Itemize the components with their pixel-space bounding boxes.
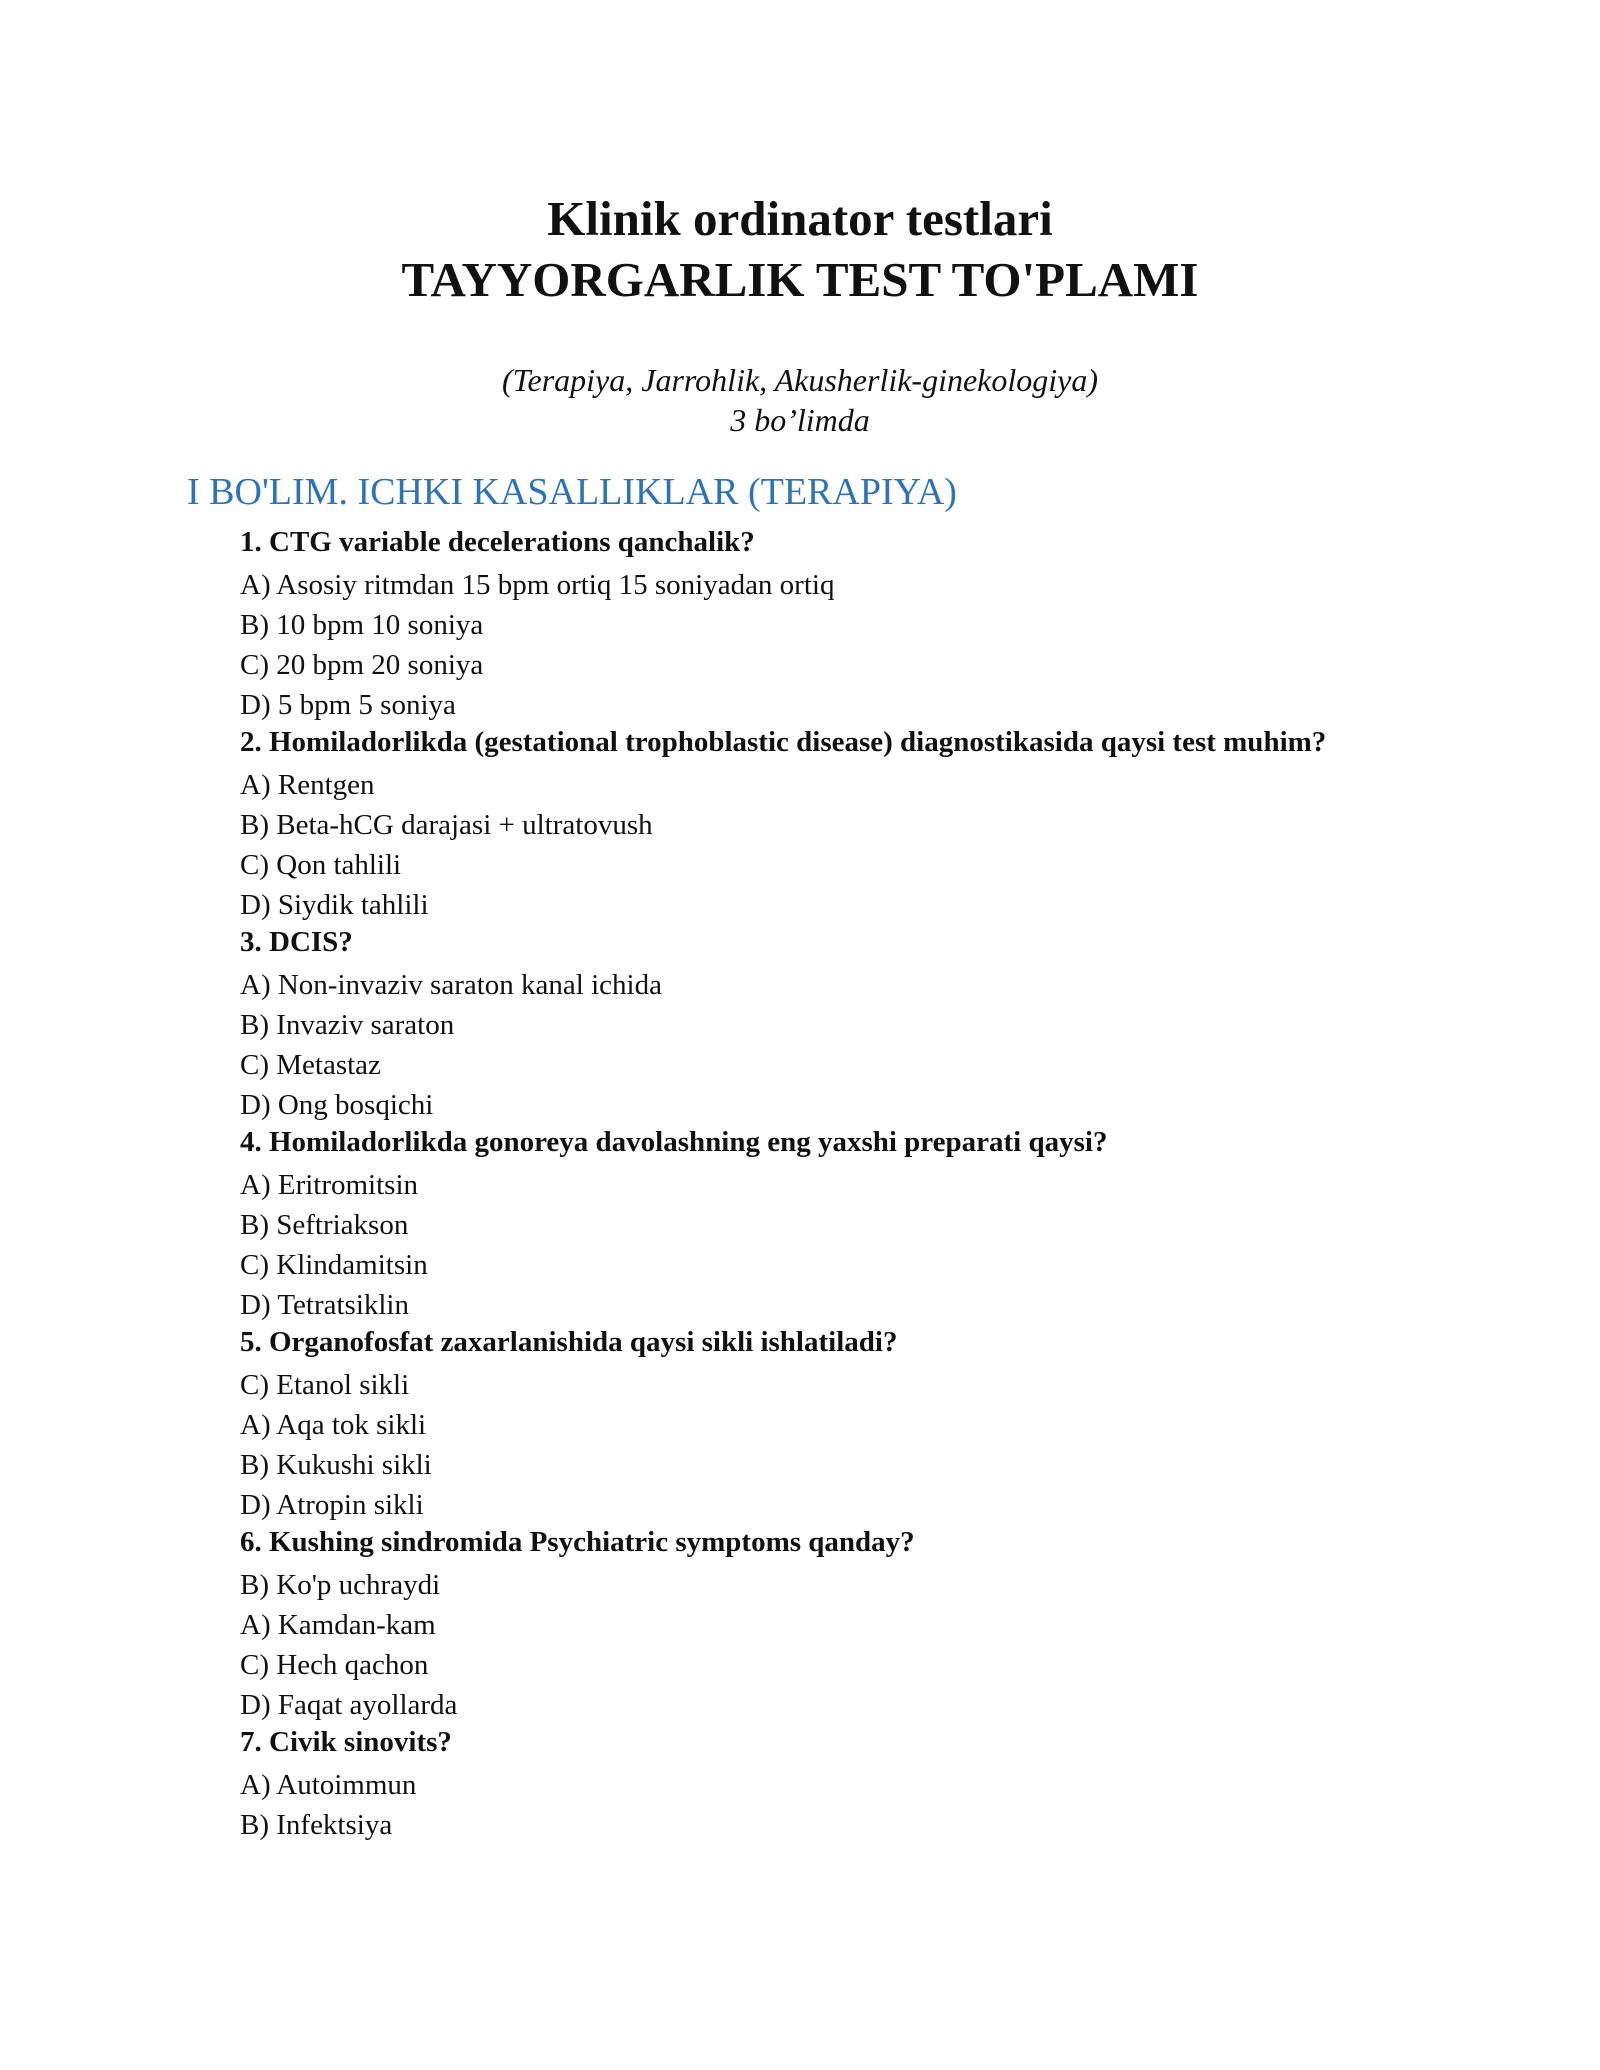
question-item <box>240 1125 1360 1325</box>
answer-option: C) Qon tahlili <box>240 849 402 881</box>
section-heading: I BO'LIM. ICHKI KASALLIKLAR (TERAPIYA) <box>187 471 957 513</box>
answer-option: B) Ko'p uchraydi <box>240 1569 441 1601</box>
answer-option: C) Metastaz <box>240 1049 381 1081</box>
answer-option: D) 5 bpm 5 soniya <box>240 689 456 721</box>
document-title <box>0 188 1600 310</box>
question-text: 1. CTG variable decelerations qanchalik? <box>240 526 755 558</box>
question-text: 3. DCIS? <box>240 926 353 958</box>
question-item <box>240 1725 1360 1845</box>
answer-option: A) Asosiy ritmdan 15 bpm ortiq 15 soniyadan ortiq <box>240 569 835 601</box>
answer-option: A) Aqa tok sikli <box>240 1409 427 1441</box>
answer-option: D) Tetratsiklin <box>240 1289 409 1321</box>
answer-option: D) Faqat ayollarda <box>240 1689 458 1721</box>
answer-option: A) Non-invaziv saraton kanal ichida <box>240 969 662 1001</box>
answer-option: B) Kukushi sikli <box>240 1449 432 1481</box>
question-text: 2. Homiladorlikda (gestational trophoblastic disease) diagnostikasida qaysi test muhim? <box>240 726 1327 758</box>
answer-option: B) 10 bpm 10 soniya <box>240 609 484 641</box>
answer-option: A) Kamdan-kam <box>240 1609 436 1641</box>
document-subtitle <box>0 360 1600 440</box>
answer-option: B) Beta-hCG darajasi + ultratovush <box>240 809 653 841</box>
question-item <box>240 525 1360 725</box>
answer-option: B) Seftriakson <box>240 1209 409 1241</box>
answer-option: D) Atropin sikli <box>240 1489 424 1521</box>
question-item <box>240 1325 1360 1525</box>
question-item <box>240 925 1360 1125</box>
answer-option: C) Klindamitsin <box>240 1249 428 1281</box>
answer-option: C) Hech qachon <box>240 1649 429 1681</box>
question-text: 4. Homiladorlikda gonoreya davolashning eng yaxshi preparati qaysi? <box>240 1126 1108 1158</box>
answer-option: A) Eritromitsin <box>240 1169 419 1201</box>
question-item <box>240 1525 1360 1725</box>
subtitle-line-1: (Terapiya, Jarrohlik, Akusherlik-ginekologiya) <box>501 362 1099 398</box>
answer-option: C) 20 bpm 20 soniya <box>240 649 484 681</box>
subtitle-line-2: 3 bo’limda <box>730 402 870 438</box>
answer-option: A) Autoimmun <box>240 1769 417 1801</box>
title-line-1: Klinik ordinator testlari <box>547 191 1053 246</box>
question-text: 6. Kushing sindromida Psychiatric symptoms qanday? <box>240 1526 915 1558</box>
question-list <box>240 525 1360 1845</box>
answer-option: B) Invaziv saraton <box>240 1009 455 1041</box>
answer-option: A) Rentgen <box>240 769 375 801</box>
title-line-2: TAYYORGARLIK TEST TO'PLAMI <box>401 252 1199 307</box>
question-text: 7. Civik sinovits? <box>240 1726 452 1758</box>
answer-option: D) Ong bosqichi <box>240 1089 434 1121</box>
answer-option: C) Etanol sikli <box>240 1369 410 1401</box>
answer-option: D) Siydik tahlili <box>240 889 429 921</box>
question-item <box>240 725 1360 925</box>
answer-option: B) Infektsiya <box>240 1809 393 1841</box>
question-text: 5. Organofosfat zaxarlanishida qaysi sikli ishlatiladi? <box>240 1326 898 1358</box>
